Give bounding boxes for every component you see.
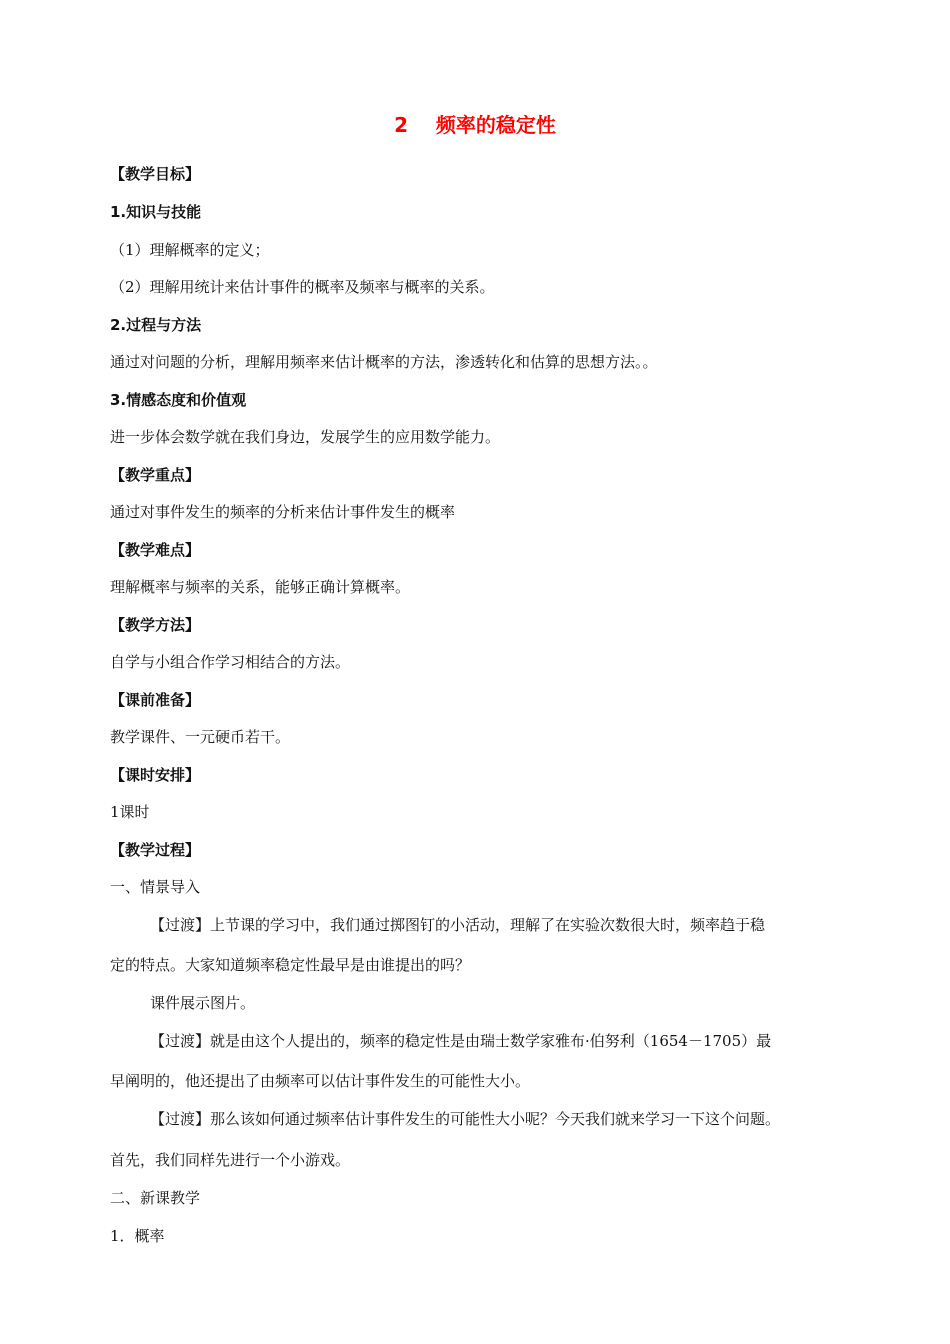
subheading-knowledge-skills: 1.知识与技能 <box>110 203 202 221</box>
paragraph-line: 首先，我们同样先进行一个小游戏。 <box>110 1151 351 1169</box>
paragraph-line: 通过对问题的分析，理解用频率来估计概率的方法，渗透转化和估算的思想方法。。 <box>110 353 658 371</box>
paragraph-line: 理解概率与频率的关系，能够正确计算概率。 <box>110 578 411 596</box>
paragraph-line: 教学课件、一元硬币若干。 <box>110 728 291 746</box>
heading-preparation: 【课前准备】 <box>110 691 201 709</box>
paragraph-line: 【过渡】那么该如何通过频率估计事件发生的可能性大小呢？今天我们就来学习一下这个问题。 <box>150 1110 781 1128</box>
heading-key-points: 【教学重点】 <box>110 466 201 484</box>
document-title: 2 频率的稳定性 <box>394 113 556 137</box>
paragraph-line: 1课时 <box>110 803 150 821</box>
section-new-lesson: 二、新课教学 <box>110 1189 201 1207</box>
heading-teaching-methods: 【教学方法】 <box>110 616 201 634</box>
paragraph-line: 进一步体会数学就在我们身边，发展学生的应用数学能力。 <box>110 428 501 446</box>
paragraph-line: 定的特点。大家知道频率稳定性最早是由谁提出的吗？ <box>110 956 471 974</box>
subheading-process-method: 2.过程与方法 <box>110 316 202 334</box>
paragraph-line: （1）理解概率的定义； <box>110 241 270 259</box>
subheading-attitude-values: 3.情感态度和价值观 <box>110 391 247 409</box>
heading-difficulties: 【教学难点】 <box>110 541 201 559</box>
paragraph-line: 课件展示图片。 <box>150 994 256 1012</box>
paragraph-line: 早阐明的，他还提出了由频率可以估计事件发生的可能性大小。 <box>110 1072 531 1090</box>
heading-schedule: 【课时安排】 <box>110 766 201 784</box>
paragraph-line: 自学与小组合作学习相结合的方法。 <box>110 653 351 671</box>
paragraph-line: 通过对事件发生的频率的分析来估计事件发生的概率 <box>110 503 456 521</box>
heading-teaching-process: 【教学过程】 <box>110 841 201 859</box>
heading-teaching-goals: 【教学目标】 <box>110 165 201 183</box>
subsection-probability: 1．概率 <box>110 1227 165 1245</box>
section-intro: 一、情景导入 <box>110 878 201 896</box>
paragraph-line: 【过渡】就是由这个人提出的，频率的稳定性是由瑞士数学家雅布·伯努利（1654－1705）最 <box>150 1032 772 1050</box>
paragraph-line: 【过渡】上节课的学习中，我们通过掷图钉的小活动，理解了在实验次数很大时，频率趋于稳 <box>150 916 766 934</box>
paragraph-line: （2）理解用统计来估计事件的概率及频率与概率的关系。 <box>110 278 495 296</box>
